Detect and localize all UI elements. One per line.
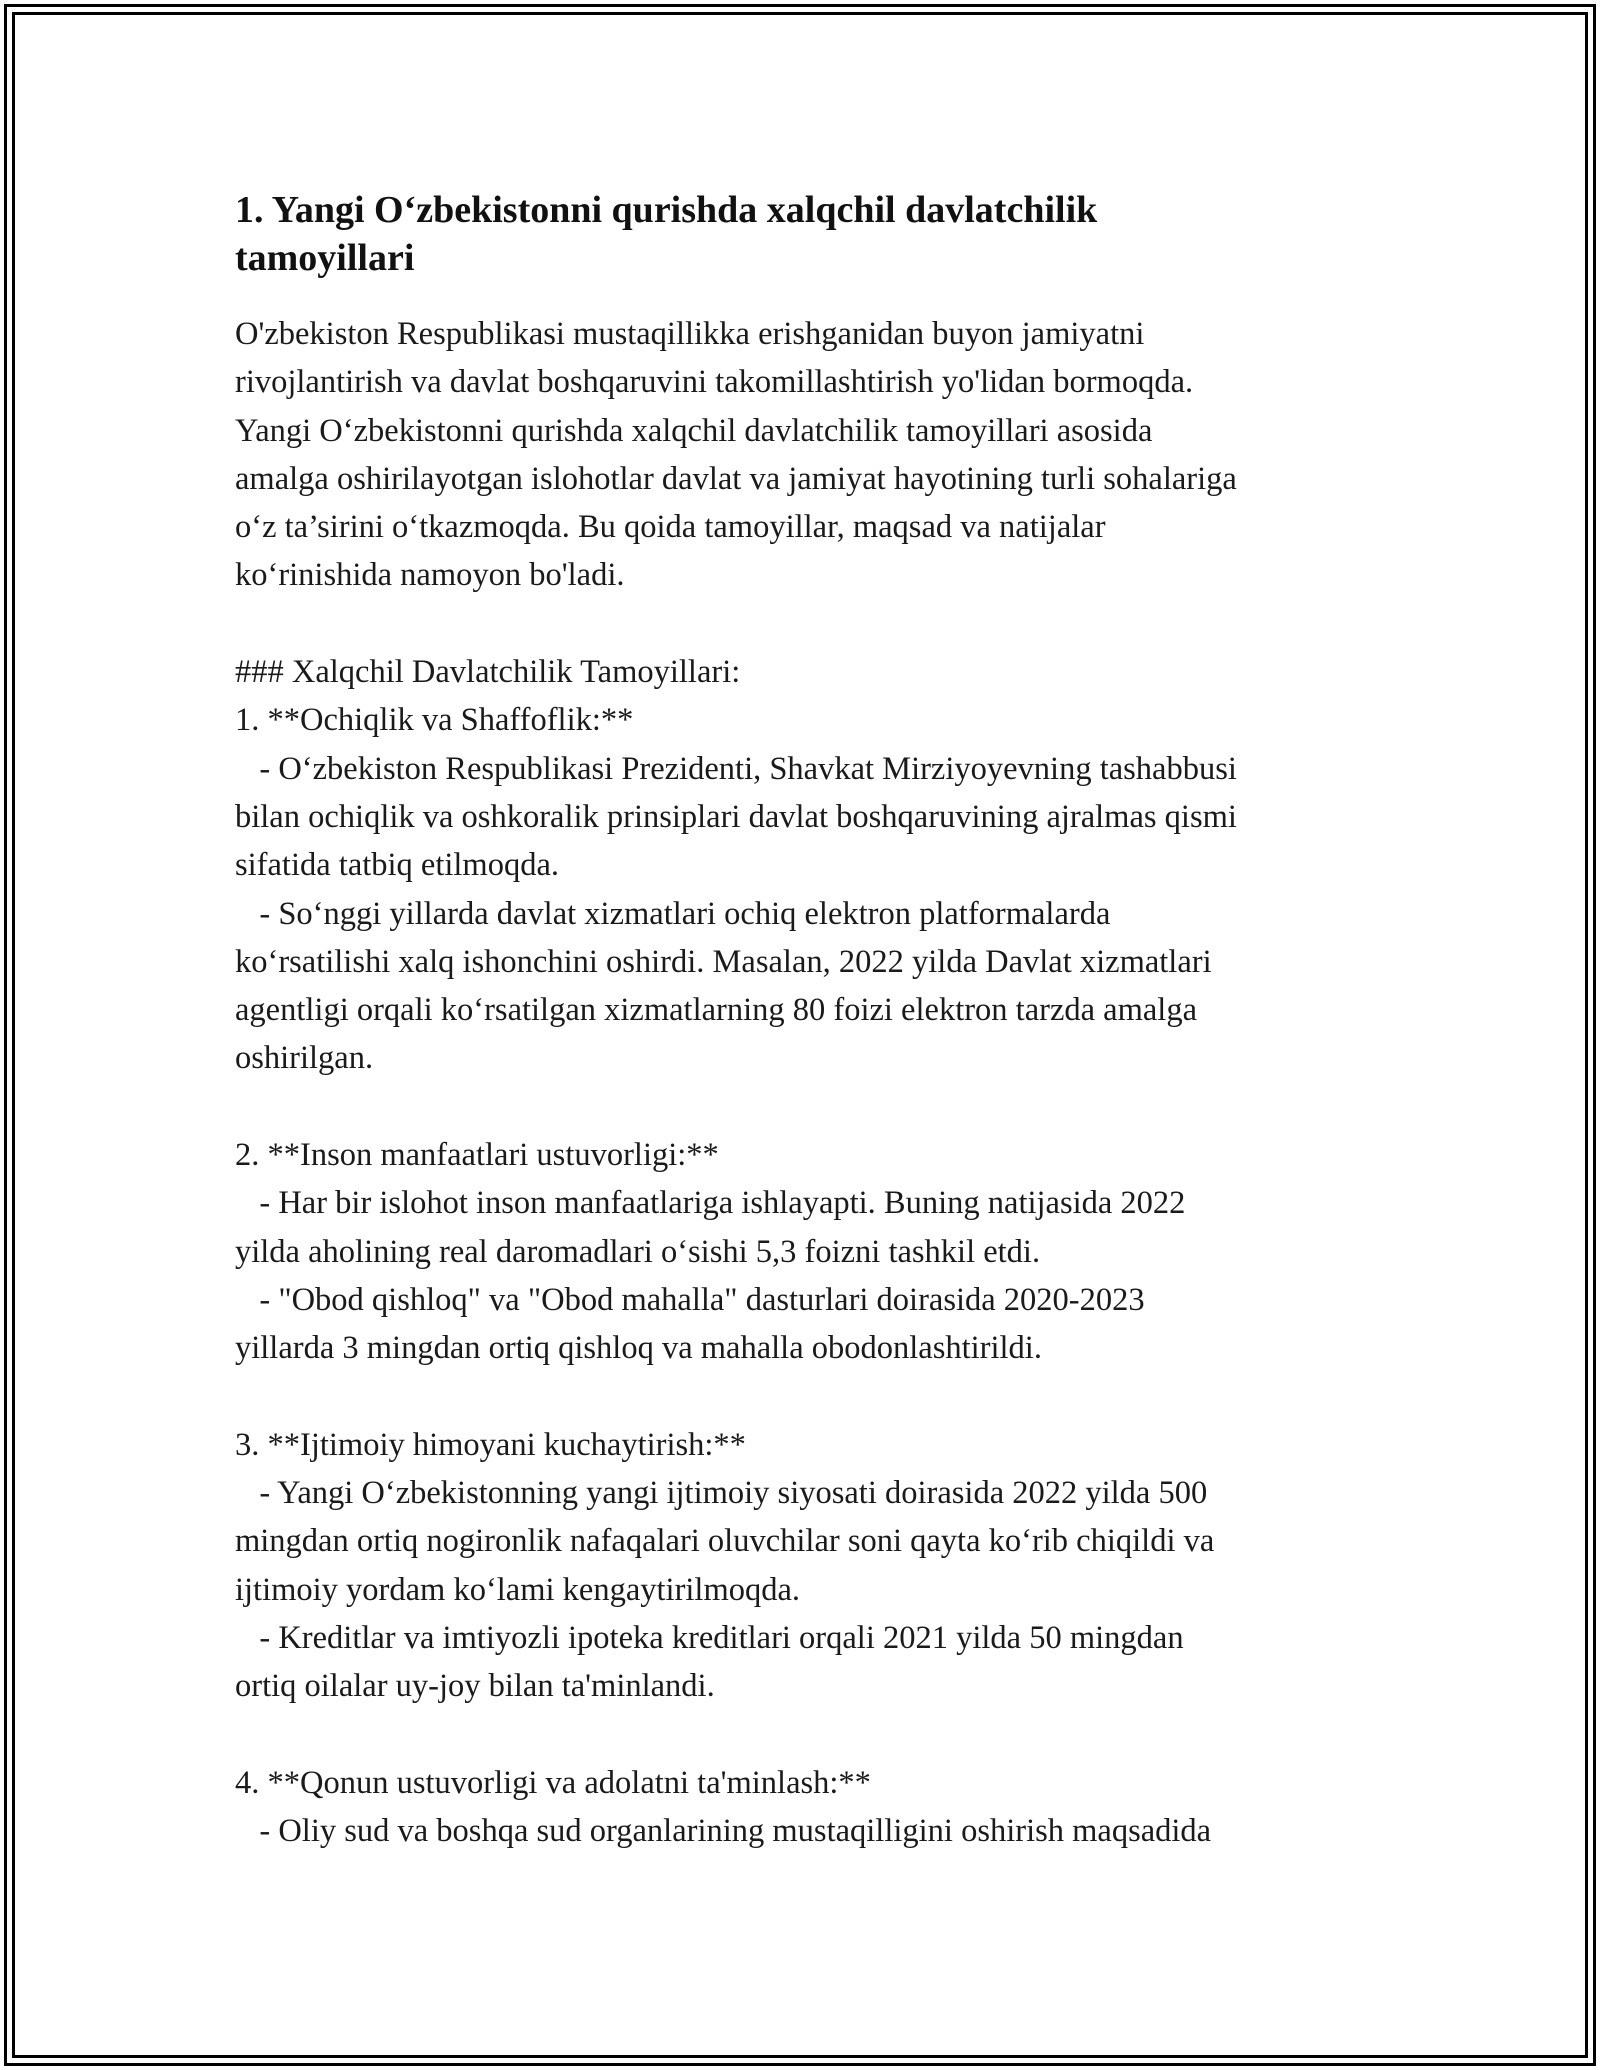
text-line: ijtimoiy yordam ko‘lami kengaytirilmoqda. xyxy=(235,1571,801,1608)
text-line: O'zbekiston Respublikasi mustaqillikka erishganidan buyon jamiyatni xyxy=(235,316,1145,352)
text-line: - Kreditlar va imtiyozli ipoteka kreditlari orqali 2021 yilda 50 mingdan xyxy=(235,1620,1184,1657)
text-line: - Har bir islohot inson manfaatlariga ishlayapti. Buning natijasida 2022 xyxy=(235,1185,1186,1222)
text-line: rivojlantirish va davlat boshqaruvini takomillashtirish yo'lidan bormoqda. xyxy=(235,364,1194,401)
text-line: - Yangi O‘zbekistonning yangi ijtimoiy siyosati doirasida 2022 yilda 500 xyxy=(235,1475,1208,1512)
blank-line xyxy=(235,1373,1395,1421)
blank-line xyxy=(235,600,1395,648)
document-page xyxy=(235,186,1395,1856)
text-line: 3. **Ijtimoiy himoyani kuchaytirish:** xyxy=(235,1426,746,1463)
title-line: 1. Yangi O‘zbekistonni qurishda xalqchil davlatchilik xyxy=(235,189,1098,231)
text-line: - So‘nggi yillarda davlat xizmatlari ochiq elektron platformalarda xyxy=(235,895,1111,932)
title-line: tamoyillari xyxy=(235,237,415,279)
text-line: yilda aholining real daromadlari o‘sishi 5,3 foizni tashkil etdi. xyxy=(235,1233,1041,1270)
text-line: 1. **Ochiqlik va Shaffoflik:** xyxy=(235,702,634,739)
text-line: - O‘zbekiston Respublikasi Prezidenti, Shavkat Mirziyoyevning tashabbusi xyxy=(235,750,1237,787)
text-line: - Oliy sud va boshqa sud organlarining mustaqilligini oshirish maqsadida xyxy=(235,1813,1212,1850)
blank-line xyxy=(235,1083,1395,1131)
text-line: bilan ochiqlik va oshkoralik prinsiplari davlat boshqaruvining ajralmas qismi xyxy=(235,798,1237,835)
text-line: o‘z ta’sirini o‘tkazmoqda. Bu qoida tamoyillar, maqsad va natijalar xyxy=(235,509,1106,546)
text-line: ko‘rsatilishi xalq ishonchini oshirdi. Masalan, 2022 yilda Davlat xizmatlari xyxy=(235,943,1212,980)
text-line: yillarda 3 mingdan ortiq qishloq va mahalla obodonlashtirildi. xyxy=(235,1330,1042,1367)
text-line: 2. **Inson manfaatlari ustuvorligi:** xyxy=(235,1137,719,1174)
document-title xyxy=(235,186,1395,282)
text-line: - "Obod qishloq" va "Obod mahalla" dasturlari doirasida 2020-2023 xyxy=(235,1281,1145,1318)
text-line: amalga oshirilayotgan islohotlar davlat va jamiyat hayotining turli sohalariga xyxy=(235,460,1237,497)
text-line: 4. **Qonun ustuvorligi va adolatni ta'minlash:** xyxy=(235,1764,871,1801)
blank-line xyxy=(235,1711,1395,1759)
text-line: ### Xalqchil Davlatchilik Tamoyillari: xyxy=(235,654,741,691)
text-line: sifatida tatbiq etilmoqda. xyxy=(235,847,560,884)
text-line: ko‘rinishida namoyon bo'ladi. xyxy=(235,557,625,594)
text-line: oshirilgan. xyxy=(235,1040,374,1077)
text-line: agentligi orqali ko‘rsatilgan xizmatlarning 80 foizi elektron tarzda amalga xyxy=(235,992,1198,1029)
text-line: mingdan ortiq nogironlik nafaqalari oluvchilar soni qayta ko‘rib chiqildi va xyxy=(235,1523,1215,1560)
text-line: Yangi O‘zbekistonni qurishda xalqchil davlatchilik tamoyillari asosida xyxy=(235,412,1153,449)
document-body xyxy=(235,310,1395,1856)
text-line: ortiq oilalar uy-joy bilan ta'minlandi. xyxy=(235,1668,715,1705)
